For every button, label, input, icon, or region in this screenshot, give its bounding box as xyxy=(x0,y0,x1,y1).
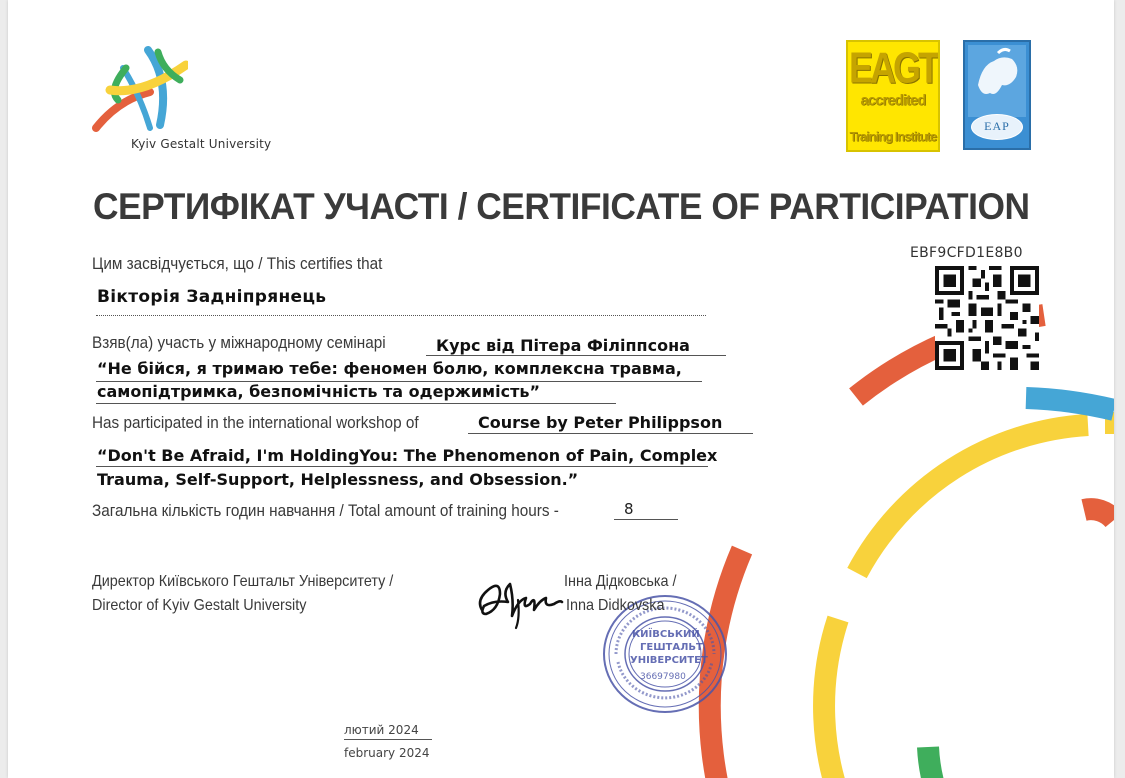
svg-text:УНІВЕРСИТЕТ: УНІВЕРСИТЕТ xyxy=(630,655,708,666)
workshop-title-en-line2: Trauma, Self-Support, Helplessness, and Obsession.” xyxy=(97,470,579,489)
eagt-badge-line1: accredited xyxy=(860,92,926,109)
seminar-label-en: Has participated in the international workshop of xyxy=(92,413,419,432)
org-name: Kyiv Gestalt University xyxy=(131,137,272,151)
eap-badge xyxy=(963,40,1031,150)
svg-text:36697980: 36697980 xyxy=(640,672,686,682)
kgu-logo-icon xyxy=(88,40,188,135)
qr-code-icon xyxy=(935,266,1039,370)
svg-text:ГЕШТАЛЬТ: ГЕШТАЛЬТ xyxy=(640,642,703,653)
certificate-page xyxy=(8,0,1114,778)
hours-underline xyxy=(614,519,678,520)
eap-badge-text: EAP xyxy=(984,119,1010,133)
hours-value: 8 xyxy=(624,500,634,518)
workshop-title-en-line1: “Don't Be Afraid, I'm HoldingYou: The Phenomenon of Pain, Complex xyxy=(97,446,718,465)
course-name-ua: Курс від Пітера Філіппсона xyxy=(436,336,690,355)
director-title-ua: Директор Київського Гештальт Університету / xyxy=(92,573,394,590)
europe-map-icon xyxy=(968,45,1026,117)
en-underline-1 xyxy=(96,466,708,467)
hours-label: Загальна кількість годин навчання / Total amount of training hours - xyxy=(92,501,559,520)
workshop-title-ua-line2: самопідтримка, безпомічність та одержимість” xyxy=(97,382,540,401)
date-ua: лютий 2024 xyxy=(344,723,419,737)
participant-name: Вікторія Задніпрянець xyxy=(97,287,327,307)
name-underline xyxy=(96,315,706,316)
course-name-en: Course by Peter Philippson xyxy=(478,413,723,432)
svg-text:КИЇВСЬКИЙ: КИЇВСЬКИЙ xyxy=(632,629,700,640)
ua-underline-2 xyxy=(96,403,616,404)
certificate-title: СЕРТИФІКАТ УЧАСТІ / CERTIFICATE OF PARTICIPATION xyxy=(93,186,1030,227)
director-title-en: Director of Kyiv Gestalt University xyxy=(92,597,307,614)
certifies-label: Цим засвідчується, що / This certifies that xyxy=(92,254,383,273)
eagt-badge-line2: Training Institute xyxy=(849,129,937,144)
eagt-badge xyxy=(846,40,940,152)
date-en: february 2024 xyxy=(344,746,430,760)
course-ua-underline xyxy=(426,355,726,356)
director-name-en: Inna Didkovska xyxy=(566,597,665,614)
date-underline xyxy=(344,739,432,740)
director-name-ua: Інна Дідковська / xyxy=(564,573,677,590)
course-en-underline xyxy=(468,433,753,434)
signature-icon xyxy=(474,570,564,632)
seminar-label-ua: Взяв(ла) участь у міжнародному семінарі xyxy=(92,333,386,352)
certificate-code: EBF9CFD1E8B0 xyxy=(910,245,1023,261)
workshop-title-ua-line1: “Не бійся, я тримаю тебе: феномен болю, комплексна травма, xyxy=(97,359,682,378)
eagt-badge-title: EAGT xyxy=(848,42,937,92)
